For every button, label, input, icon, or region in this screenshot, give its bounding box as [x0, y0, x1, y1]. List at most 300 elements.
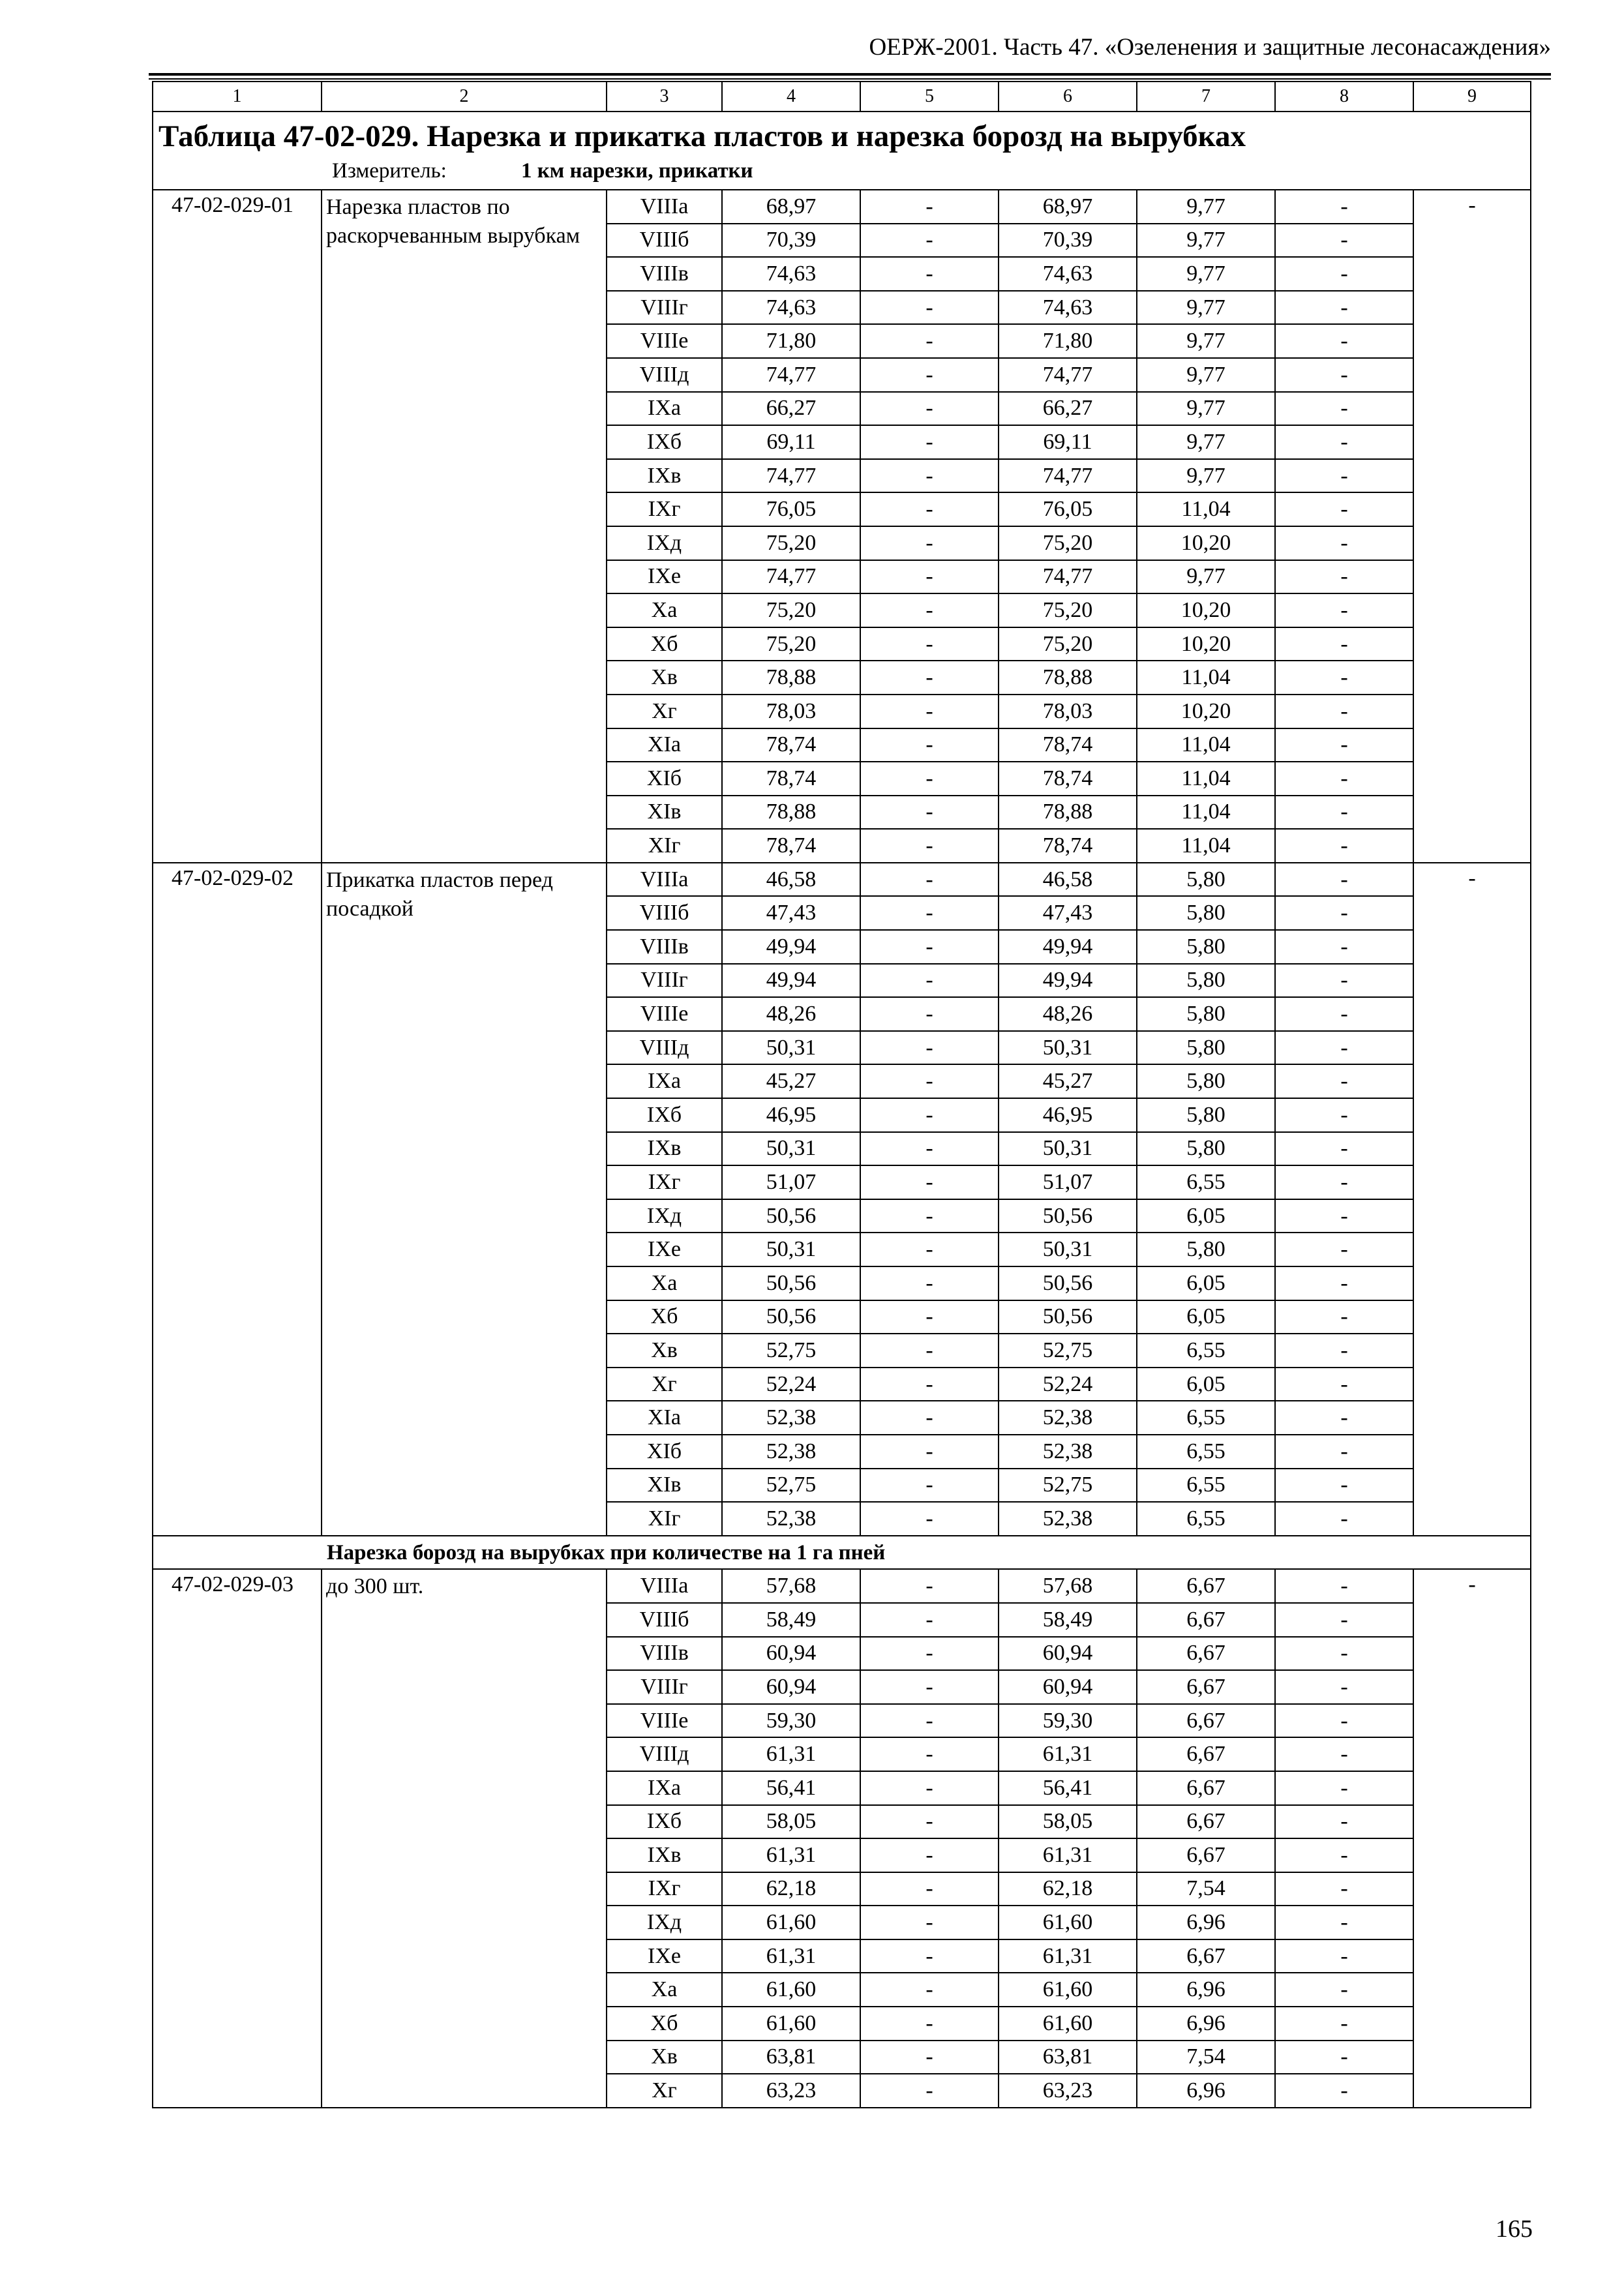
operator-wage: 6,67	[1137, 1838, 1275, 1872]
column-number: 4	[722, 82, 860, 112]
material-cost: -	[1275, 1973, 1413, 2007]
material-cost: -	[1275, 829, 1413, 863]
material-cost: -	[1275, 1670, 1413, 1704]
wage-cost: -	[860, 1805, 999, 1839]
operator-wage: 5,80	[1137, 930, 1275, 964]
machine-cost: 50,31	[999, 1132, 1137, 1166]
soil-group: VIIIа	[607, 190, 722, 224]
operator-wage: 9,77	[1137, 358, 1275, 392]
soil-group: XIв	[607, 1469, 722, 1503]
soil-group: IXг	[607, 492, 722, 526]
machine-cost: 61,60	[999, 2007, 1137, 2041]
material-cost: -	[1275, 1031, 1413, 1065]
machine-cost: 50,31	[999, 1031, 1137, 1065]
material-cost: -	[1275, 1637, 1413, 1671]
machine-cost: 61,31	[999, 1838, 1137, 1872]
material-cost: -	[1275, 1098, 1413, 1132]
table-title: Таблица 47-02-029. Нарезка и прикатка пластов и нарезка борозд на вырубках	[158, 119, 1246, 153]
total-cost: 58,05	[722, 1805, 860, 1839]
material-cost: -	[1275, 1266, 1413, 1300]
material-cost: -	[1275, 997, 1413, 1031]
machine-cost: 74,77	[999, 560, 1137, 594]
machine-cost: 52,38	[999, 1401, 1137, 1435]
material-cost: -	[1275, 392, 1413, 426]
soil-group: Xг	[607, 1368, 722, 1401]
operator-wage: 7,54	[1137, 1872, 1275, 1906]
wage-cost: -	[860, 863, 999, 897]
machine-cost: 78,88	[999, 661, 1137, 695]
column-number: 8	[1275, 82, 1413, 112]
operator-wage: 9,77	[1137, 224, 1275, 258]
soil-group: VIIIд	[607, 1737, 722, 1771]
table-row	[153, 863, 1531, 897]
operator-wage: 9,77	[1137, 560, 1275, 594]
operator-wage: 6,96	[1137, 1906, 1275, 1939]
column-number-row	[153, 82, 1531, 112]
material-cost: -	[1275, 224, 1413, 258]
soil-group: XIа	[607, 728, 722, 762]
total-cost: 78,74	[722, 762, 860, 796]
total-cost: 60,94	[722, 1637, 860, 1671]
machine-cost: 71,80	[999, 324, 1137, 358]
soil-group: Xб	[607, 627, 722, 661]
total-cost: 58,49	[722, 1603, 860, 1637]
soil-group: IXг	[607, 1872, 722, 1906]
material-cost: -	[1275, 796, 1413, 830]
header-rule-thick	[149, 73, 1551, 76]
total-cost: 50,31	[722, 1233, 860, 1266]
wage-cost: -	[860, 2041, 999, 2074]
wage-cost: -	[860, 560, 999, 594]
total-cost: 66,27	[722, 392, 860, 426]
material-cost: -	[1275, 1502, 1413, 1536]
col9-value: -	[1413, 190, 1531, 863]
material-cost: -	[1275, 1435, 1413, 1469]
total-cost: 47,43	[722, 896, 860, 930]
column-number: 6	[999, 82, 1137, 112]
operator-wage: 6,55	[1137, 1165, 1275, 1199]
material-cost: -	[1275, 1906, 1413, 1939]
total-cost: 52,38	[722, 1435, 860, 1469]
soil-group: XIг	[607, 1502, 722, 1536]
machine-cost: 63,81	[999, 2041, 1137, 2074]
soil-group: XIб	[607, 762, 722, 796]
operator-wage: 5,80	[1137, 863, 1275, 897]
soil-group: VIIIг	[607, 964, 722, 998]
wage-cost: -	[860, 257, 999, 291]
total-cost: 61,60	[722, 1906, 860, 1939]
operator-wage: 9,77	[1137, 257, 1275, 291]
operator-wage: 9,77	[1137, 324, 1275, 358]
wage-cost: -	[860, 1401, 999, 1435]
machine-cost: 51,07	[999, 1165, 1137, 1199]
material-cost: -	[1275, 1300, 1413, 1334]
soil-group: VIIIд	[607, 1031, 722, 1065]
machine-cost: 76,05	[999, 492, 1137, 526]
total-cost: 52,75	[722, 1469, 860, 1503]
material-cost: -	[1275, 1737, 1413, 1771]
total-cost: 74,77	[722, 459, 860, 493]
machine-cost: 69,11	[999, 425, 1137, 459]
total-cost: 61,60	[722, 2007, 860, 2041]
soil-group: IXв	[607, 459, 722, 493]
soil-group: VIIIг	[607, 291, 722, 325]
soil-group: VIIIб	[607, 224, 722, 258]
material-cost: -	[1275, 1603, 1413, 1637]
operator-wage: 6,67	[1137, 1637, 1275, 1671]
operator-wage: 5,80	[1137, 964, 1275, 998]
material-cost: -	[1275, 1569, 1413, 1603]
operator-wage: 6,67	[1137, 1670, 1275, 1704]
material-cost: -	[1275, 1838, 1413, 1872]
soil-group: IXв	[607, 1132, 722, 1166]
material-cost: -	[1275, 1939, 1413, 1973]
operator-wage: 6,05	[1137, 1368, 1275, 1401]
material-cost: -	[1275, 1771, 1413, 1805]
wage-cost: -	[860, 896, 999, 930]
section-heading: Нарезка борозд на вырубках при количестве на 1 га пней	[153, 1536, 1531, 1570]
total-cost: 62,18	[722, 1872, 860, 1906]
machine-cost: 78,74	[999, 728, 1137, 762]
total-cost: 78,03	[722, 695, 860, 728]
soil-group: VIIIб	[607, 1603, 722, 1637]
machine-cost: 52,38	[999, 1435, 1137, 1469]
machine-cost: 74,77	[999, 459, 1137, 493]
wage-cost: -	[860, 1502, 999, 1536]
measure-unit: 1 км нарезки, прикатки	[521, 159, 753, 183]
wage-cost: -	[860, 627, 999, 661]
column-number: 7	[1137, 82, 1275, 112]
operator-wage: 6,55	[1137, 1334, 1275, 1368]
material-cost: -	[1275, 1233, 1413, 1266]
soil-group: VIIIб	[607, 896, 722, 930]
material-cost: -	[1275, 1704, 1413, 1738]
operator-wage: 11,04	[1137, 829, 1275, 863]
wage-cost: -	[860, 964, 999, 998]
total-cost: 74,63	[722, 257, 860, 291]
material-cost: -	[1275, 1872, 1413, 1906]
soil-group: Xв	[607, 2041, 722, 2074]
machine-cost: 59,30	[999, 1704, 1137, 1738]
total-cost: 76,05	[722, 492, 860, 526]
material-cost: -	[1275, 560, 1413, 594]
operator-wage: 6,67	[1137, 1603, 1275, 1637]
machine-cost: 48,26	[999, 997, 1137, 1031]
machine-cost: 58,05	[999, 1805, 1137, 1839]
soil-group: XIв	[607, 796, 722, 830]
machine-cost: 75,20	[999, 627, 1137, 661]
norms-table	[152, 81, 1531, 2108]
operator-wage: 6,05	[1137, 1199, 1275, 1233]
soil-group: IXв	[607, 1838, 722, 1872]
wage-cost: -	[860, 1368, 999, 1401]
operator-wage: 10,20	[1137, 526, 1275, 560]
soil-group: IXа	[607, 1064, 722, 1098]
wage-cost: -	[860, 1132, 999, 1166]
wage-cost: -	[860, 695, 999, 728]
wage-cost: -	[860, 1266, 999, 1300]
material-cost: -	[1275, 593, 1413, 627]
wage-cost: -	[860, 1637, 999, 1671]
operator-wage: 9,77	[1137, 425, 1275, 459]
soil-group: VIIIв	[607, 257, 722, 291]
wage-cost: -	[860, 728, 999, 762]
machine-cost: 78,74	[999, 762, 1137, 796]
soil-group: IXе	[607, 560, 722, 594]
operator-wage: 11,04	[1137, 796, 1275, 830]
wage-cost: -	[860, 1334, 999, 1368]
operator-wage: 9,77	[1137, 392, 1275, 426]
machine-cost: 52,24	[999, 1368, 1137, 1401]
soil-group: XIб	[607, 1435, 722, 1469]
operator-wage: 6,96	[1137, 2007, 1275, 2041]
operator-wage: 6,05	[1137, 1266, 1275, 1300]
total-cost: 52,24	[722, 1368, 860, 1401]
operator-wage: 7,54	[1137, 2041, 1275, 2074]
total-cost: 74,77	[722, 560, 860, 594]
total-cost: 50,31	[722, 1132, 860, 1166]
column-number: 9	[1413, 82, 1531, 112]
wage-cost: -	[860, 1973, 999, 2007]
soil-group: Xг	[607, 695, 722, 728]
soil-group: IXе	[607, 1939, 722, 1973]
material-cost: -	[1275, 1368, 1413, 1401]
machine-cost: 56,41	[999, 1771, 1137, 1805]
material-cost: -	[1275, 425, 1413, 459]
operator-wage: 6,67	[1137, 1737, 1275, 1771]
item-code: 47-02-029-02	[153, 863, 322, 1536]
wage-cost: -	[860, 1469, 999, 1503]
total-cost: 75,20	[722, 593, 860, 627]
operator-wage: 6,55	[1137, 1435, 1275, 1469]
material-cost: -	[1275, 1805, 1413, 1839]
machine-cost: 50,56	[999, 1266, 1137, 1300]
operator-wage: 11,04	[1137, 762, 1275, 796]
machine-cost: 74,63	[999, 291, 1137, 325]
operator-wage: 11,04	[1137, 492, 1275, 526]
col9-value: -	[1413, 1569, 1531, 2108]
operator-wage: 6,67	[1137, 1771, 1275, 1805]
soil-group: XIг	[607, 829, 722, 863]
wage-cost: -	[860, 1165, 999, 1199]
machine-cost: 70,39	[999, 224, 1137, 258]
wage-cost: -	[860, 1300, 999, 1334]
wage-cost: -	[860, 425, 999, 459]
material-cost: -	[1275, 1334, 1413, 1368]
wage-cost: -	[860, 1199, 999, 1233]
wage-cost: -	[860, 190, 999, 224]
operator-wage: 6,05	[1137, 1300, 1275, 1334]
wage-cost: -	[860, 796, 999, 830]
material-cost: -	[1275, 190, 1413, 224]
item-code: 47-02-029-01	[153, 190, 322, 863]
wage-cost: -	[860, 661, 999, 695]
total-cost: 50,31	[722, 1031, 860, 1065]
machine-cost: 47,43	[999, 896, 1137, 930]
wage-cost: -	[860, 526, 999, 560]
machine-cost: 58,49	[999, 1603, 1137, 1637]
machine-cost: 50,56	[999, 1199, 1137, 1233]
total-cost: 46,58	[722, 863, 860, 897]
machine-cost: 50,56	[999, 1300, 1137, 1334]
soil-group: VIIIе	[607, 1704, 722, 1738]
material-cost: -	[1275, 2007, 1413, 2041]
wage-cost: -	[860, 2074, 999, 2108]
total-cost: 68,97	[722, 190, 860, 224]
operator-wage: 5,80	[1137, 997, 1275, 1031]
wage-cost: -	[860, 1771, 999, 1805]
item-name: Прикатка пластов перед посадкой	[322, 863, 607, 1536]
total-cost: 61,31	[722, 1737, 860, 1771]
total-cost: 49,94	[722, 964, 860, 998]
wage-cost: -	[860, 358, 999, 392]
soil-group: VIIIа	[607, 1569, 722, 1603]
wage-cost: -	[860, 1603, 999, 1637]
machine-cost: 68,97	[999, 190, 1137, 224]
operator-wage: 5,80	[1137, 1098, 1275, 1132]
total-cost: 52,75	[722, 1334, 860, 1368]
wage-cost: -	[860, 1569, 999, 1603]
soil-group: IXб	[607, 1805, 722, 1839]
column-number: 5	[860, 82, 999, 112]
page-number: 165	[1496, 2215, 1533, 2243]
col9-value: -	[1413, 863, 1531, 1536]
material-cost: -	[1275, 526, 1413, 560]
total-cost: 59,30	[722, 1704, 860, 1738]
operator-wage: 6,55	[1137, 1469, 1275, 1503]
wage-cost: -	[860, 1838, 999, 1872]
operator-wage: 5,80	[1137, 1132, 1275, 1166]
machine-cost: 49,94	[999, 930, 1137, 964]
material-cost: -	[1275, 459, 1413, 493]
material-cost: -	[1275, 1132, 1413, 1166]
material-cost: -	[1275, 1469, 1413, 1503]
operator-wage: 6,67	[1137, 1704, 1275, 1738]
machine-cost: 52,75	[999, 1469, 1137, 1503]
operator-wage: 6,96	[1137, 1973, 1275, 2007]
material-cost: -	[1275, 324, 1413, 358]
operator-wage: 5,80	[1137, 1233, 1275, 1266]
machine-cost: 57,68	[999, 1569, 1137, 1603]
soil-group: VIIIв	[607, 930, 722, 964]
material-cost: -	[1275, 2041, 1413, 2074]
operator-wage: 10,20	[1137, 627, 1275, 661]
table-row	[153, 1569, 1531, 1603]
wage-cost: -	[860, 1233, 999, 1266]
operator-wage: 11,04	[1137, 661, 1275, 695]
machine-cost: 78,03	[999, 695, 1137, 728]
total-cost: 45,27	[722, 1064, 860, 1098]
total-cost: 61,31	[722, 1939, 860, 1973]
total-cost: 63,81	[722, 2041, 860, 2074]
machine-cost: 52,38	[999, 1502, 1137, 1536]
total-cost: 60,94	[722, 1670, 860, 1704]
soil-group: Xб	[607, 1300, 722, 1334]
machine-cost: 45,27	[999, 1064, 1137, 1098]
total-cost: 52,38	[722, 1502, 860, 1536]
total-cost: 48,26	[722, 997, 860, 1031]
column-number: 1	[153, 82, 322, 112]
total-cost: 74,63	[722, 291, 860, 325]
operator-wage: 9,77	[1137, 291, 1275, 325]
soil-group: VIIIв	[607, 1637, 722, 1671]
operator-wage: 5,80	[1137, 896, 1275, 930]
soil-group: IXд	[607, 1906, 722, 1939]
table-row	[153, 190, 1531, 224]
wage-cost: -	[860, 459, 999, 493]
table-body	[153, 82, 1531, 2108]
machine-cost: 61,60	[999, 1906, 1137, 1939]
total-cost: 49,94	[722, 930, 860, 964]
soil-group: Xв	[607, 661, 722, 695]
wage-cost: -	[860, 1064, 999, 1098]
header-rule-thin	[149, 78, 1551, 80]
wage-cost: -	[860, 324, 999, 358]
wage-cost: -	[860, 1435, 999, 1469]
operator-wage: 6,55	[1137, 1401, 1275, 1435]
machine-cost: 66,27	[999, 392, 1137, 426]
running-header: ОЕРЖ-2001. Часть 47. «Озеленения и защитные лесонасаждения»	[869, 34, 1551, 61]
operator-wage: 6,67	[1137, 1939, 1275, 1973]
column-number: 3	[607, 82, 722, 112]
material-cost: -	[1275, 257, 1413, 291]
material-cost: -	[1275, 661, 1413, 695]
material-cost: -	[1275, 762, 1413, 796]
item-code: 47-02-029-03	[153, 1569, 322, 2108]
wage-cost: -	[860, 1906, 999, 1939]
title-row	[153, 112, 1531, 190]
total-cost: 78,74	[722, 728, 860, 762]
soil-group: VIIIг	[607, 1670, 722, 1704]
total-cost: 78,74	[722, 829, 860, 863]
soil-group: IXд	[607, 526, 722, 560]
soil-group: VIIIе	[607, 324, 722, 358]
machine-cost: 78,88	[999, 796, 1137, 830]
total-cost: 50,56	[722, 1266, 860, 1300]
operator-wage: 5,80	[1137, 1031, 1275, 1065]
wage-cost: -	[860, 1670, 999, 1704]
machine-cost: 49,94	[999, 964, 1137, 998]
machine-cost: 62,18	[999, 1872, 1137, 1906]
total-cost: 61,60	[722, 1973, 860, 2007]
material-cost: -	[1275, 627, 1413, 661]
wage-cost: -	[860, 1704, 999, 1738]
machine-cost: 75,20	[999, 593, 1137, 627]
total-cost: 51,07	[722, 1165, 860, 1199]
material-cost: -	[1275, 964, 1413, 998]
total-cost: 52,38	[722, 1401, 860, 1435]
soil-group: Xб	[607, 2007, 722, 2041]
machine-cost: 75,20	[999, 526, 1137, 560]
machine-cost: 78,74	[999, 829, 1137, 863]
wage-cost: -	[860, 1098, 999, 1132]
operator-wage: 6,67	[1137, 1805, 1275, 1839]
operator-wage: 6,55	[1137, 1502, 1275, 1536]
total-cost: 75,20	[722, 627, 860, 661]
soil-group: Xа	[607, 1266, 722, 1300]
material-cost: -	[1275, 1064, 1413, 1098]
total-cost: 69,11	[722, 425, 860, 459]
operator-wage: 6,67	[1137, 1569, 1275, 1603]
operator-wage: 9,77	[1137, 190, 1275, 224]
total-cost: 56,41	[722, 1771, 860, 1805]
machine-cost: 74,77	[999, 358, 1137, 392]
measure-line	[158, 158, 1530, 184]
wage-cost: -	[860, 1737, 999, 1771]
column-number: 2	[322, 82, 607, 112]
material-cost: -	[1275, 291, 1413, 325]
operator-wage: 5,80	[1137, 1064, 1275, 1098]
